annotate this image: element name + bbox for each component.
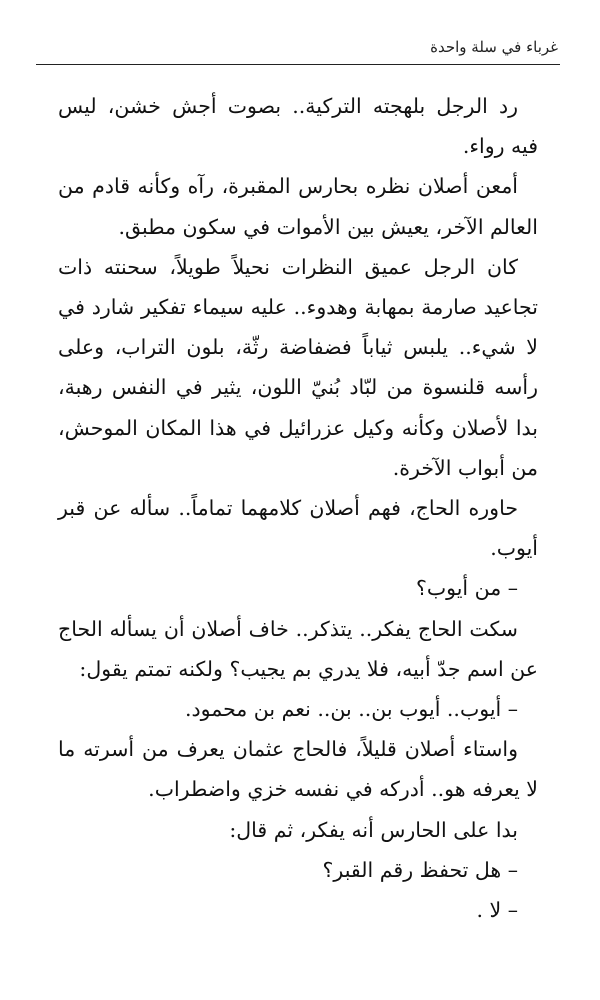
dialog-line-1: – من أيوب؟	[415, 576, 518, 601]
paragraph-5: سكت الحاج يفكر.. يتذكر.. خاف أصلان أن يسأله الحاج عن اسم جدّ أبيه، فلا يدري بم يجيب؟ ولكنه تمتم يقول:	[58, 616, 538, 681]
paragraph-6: واستاء أصلان قليلاً، فالحاج عثمان يعرف من أسرته ما لا يعرفه هو.. أدركه في نفسه خزي واضطراب.	[58, 737, 538, 802]
paragraph-1: رد الرجل بلهجته التركية.. بصوت أجش خشن، ليس فيه رواء.	[58, 94, 538, 159]
running-header-title: غرباء في سلة واحدة	[430, 38, 558, 56]
header-divider	[36, 64, 560, 65]
body-text	[58, 86, 538, 930]
dialog-line-4: – لا .	[476, 898, 518, 923]
paragraph-4: حاوره الحاج، فهم أصلان كلامهما تماماً.. سأله عن قبر أيوب.	[58, 496, 538, 561]
paragraph-3: كان الرجل عميق النظرات نحيلاً طويلاً، سحنته ذات تجاعيد صارمة بمهابة وهدوء.. عليه سيماء تفكير شارد في لا شيء.. يلبس ثياباً فضفاضة رثّة، بلون التراب، وعلى رأسه قلنسوة من لبّاد بُنيّ اللون، يثير في النفس رهبة، بدا لأصلان وكأنه وكيل عزرائيل في هذا المكان الموحش، من أبواب الآخرة.	[58, 254, 538, 480]
paragraph-2: أمعن أصلان نظره بحارس المقبرة، رآه وكأنه قادم من العالم الآخر، يعيش بين الأموات في سكون مطبق.	[58, 174, 538, 239]
dialog-line-2: – أيوب.. أيوب بن.. بن.. نعم بن محمود.	[184, 697, 518, 722]
paragraph-7: بدا على الحارس أنه يفكر، ثم قال:	[229, 817, 518, 842]
dialog-line-3: – هل تحفظ رقم القبر؟	[322, 857, 518, 882]
